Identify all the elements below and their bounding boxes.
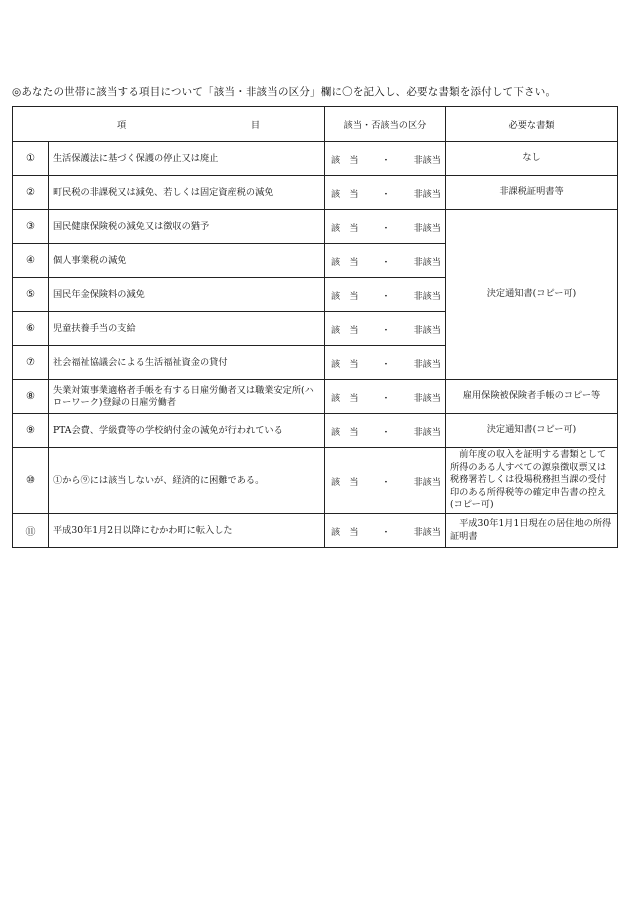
row-number: ⑨ <box>13 414 49 448</box>
choice-yes[interactable]: 該 当 <box>331 358 359 370</box>
choice-dot: ・ <box>381 358 391 370</box>
row-item: 国民年金保険料の減免 <box>49 278 325 312</box>
choice-yes[interactable]: 該 当 <box>331 290 359 302</box>
row-choice[interactable] <box>325 380 446 414</box>
row-document: 平成30年1月1日現在の居住地の所得証明書 <box>446 514 618 548</box>
table-row <box>13 142 618 176</box>
choice-no[interactable]: 非該当 <box>413 188 441 200</box>
table-row <box>13 414 618 448</box>
choice-yes[interactable]: 該 当 <box>331 324 359 336</box>
row-item: 社会福祉協議会による生活福祉資金の貸付 <box>49 346 325 380</box>
header-item-char-1: 項 <box>117 120 127 131</box>
row-number: ⑪ <box>13 514 49 548</box>
row-number: ⑤ <box>13 278 49 312</box>
row-number: ① <box>13 142 49 176</box>
row-number: ④ <box>13 244 49 278</box>
choice-no[interactable]: 非該当 <box>413 392 441 404</box>
row-choice[interactable] <box>325 142 446 176</box>
row-item: PTA会費、学級費等の学校納付金の減免が行われている <box>49 414 325 448</box>
row-document: 非課税証明書等 <box>446 176 618 210</box>
choice-dot: ・ <box>381 222 391 234</box>
choice-no[interactable]: 非該当 <box>413 154 441 166</box>
choice-dot: ・ <box>381 526 391 538</box>
row-choice[interactable] <box>325 278 446 312</box>
row-item: 生活保護法に基づく保護の停止又は廃止 <box>49 142 325 176</box>
table-row <box>13 380 618 414</box>
choice-dot: ・ <box>381 392 391 404</box>
choice-dot: ・ <box>381 188 391 200</box>
choice-yes[interactable]: 該 当 <box>331 426 359 438</box>
table-row <box>13 176 618 210</box>
choice-dot: ・ <box>381 256 391 268</box>
row-choice[interactable] <box>325 210 446 244</box>
row-choice[interactable] <box>325 312 446 346</box>
table-row <box>13 210 618 244</box>
row-item: 児童扶養手当の支給 <box>49 312 325 346</box>
row-item: 町民税の非課税又は減免、若しくは固定資産税の減免 <box>49 176 325 210</box>
choice-no[interactable]: 非該当 <box>413 526 441 538</box>
choice-yes[interactable]: 該 当 <box>331 222 359 234</box>
row-item: 平成30年1月2日以降にむかわ町に転入した <box>49 514 325 548</box>
row-item: ①から⑨には該当しないが、経済的に困難である。 <box>49 448 325 514</box>
row-choice[interactable] <box>325 448 446 514</box>
choice-no[interactable]: 非該当 <box>413 476 441 488</box>
choice-no[interactable]: 非該当 <box>413 222 441 234</box>
row-document: なし <box>446 142 618 176</box>
row-choice[interactable] <box>325 514 446 548</box>
row-document: 雇用保険被保険者手帳のコピー等 <box>446 380 618 414</box>
choice-no[interactable]: 非該当 <box>413 324 441 336</box>
choice-yes[interactable]: 該 当 <box>331 188 359 200</box>
row-number: ⑥ <box>13 312 49 346</box>
choice-yes[interactable]: 該 当 <box>331 526 359 538</box>
row-document-shared: 決定通知書(コピー可) <box>446 210 618 380</box>
row-document: 前年度の収入を証明する書類として所得のある人すべての源泉徴収票又は税務署若しくは役場税務担当課の受付印のある所得税等の確定申告書の控え(コピー可) <box>446 448 618 514</box>
header-item <box>13 107 325 142</box>
row-choice[interactable] <box>325 244 446 278</box>
choice-yes[interactable]: 該 当 <box>331 476 359 488</box>
row-item: 失業対策事業適格者手帳を有する日雇労働者又は職業安定所(ハローワーク)登録の日雇労働者 <box>49 380 325 414</box>
choice-dot: ・ <box>381 324 391 336</box>
table-row <box>13 448 618 514</box>
choice-no[interactable]: 非該当 <box>413 358 441 370</box>
table-row <box>13 514 618 548</box>
choice-yes[interactable]: 該 当 <box>331 154 359 166</box>
choice-dot: ・ <box>381 476 391 488</box>
choice-dot: ・ <box>381 290 391 302</box>
choice-no[interactable]: 非該当 <box>413 290 441 302</box>
row-number: ② <box>13 176 49 210</box>
header-item-char-2: 目 <box>250 120 260 131</box>
row-number: ③ <box>13 210 49 244</box>
row-number: ⑩ <box>13 448 49 514</box>
choice-yes[interactable]: 該 当 <box>331 256 359 268</box>
row-choice[interactable] <box>325 346 446 380</box>
row-item: 国民健康保険税の減免又は徴収の猶予 <box>49 210 325 244</box>
instruction-text: ◎あなたの世帯に該当する項目について「該当・非該当の区分」欄に〇を記入し、必要な書類を添付して下さい。 <box>12 86 557 98</box>
application-table <box>12 106 618 548</box>
header-category: 該当・否該当の区分 <box>325 107 446 142</box>
row-document: 決定通知書(コピー可) <box>446 414 618 448</box>
row-choice[interactable] <box>325 176 446 210</box>
row-number: ⑧ <box>13 380 49 414</box>
choice-no[interactable]: 非該当 <box>413 426 441 438</box>
row-item: 個人事業税の減免 <box>49 244 325 278</box>
row-number: ⑦ <box>13 346 49 380</box>
table-header-row <box>13 107 618 142</box>
choice-dot: ・ <box>381 426 391 438</box>
choice-yes[interactable]: 該 当 <box>331 392 359 404</box>
choice-dot: ・ <box>381 154 391 166</box>
row-choice[interactable] <box>325 414 446 448</box>
header-documents: 必要な書類 <box>446 107 618 142</box>
choice-no[interactable]: 非該当 <box>413 256 441 268</box>
